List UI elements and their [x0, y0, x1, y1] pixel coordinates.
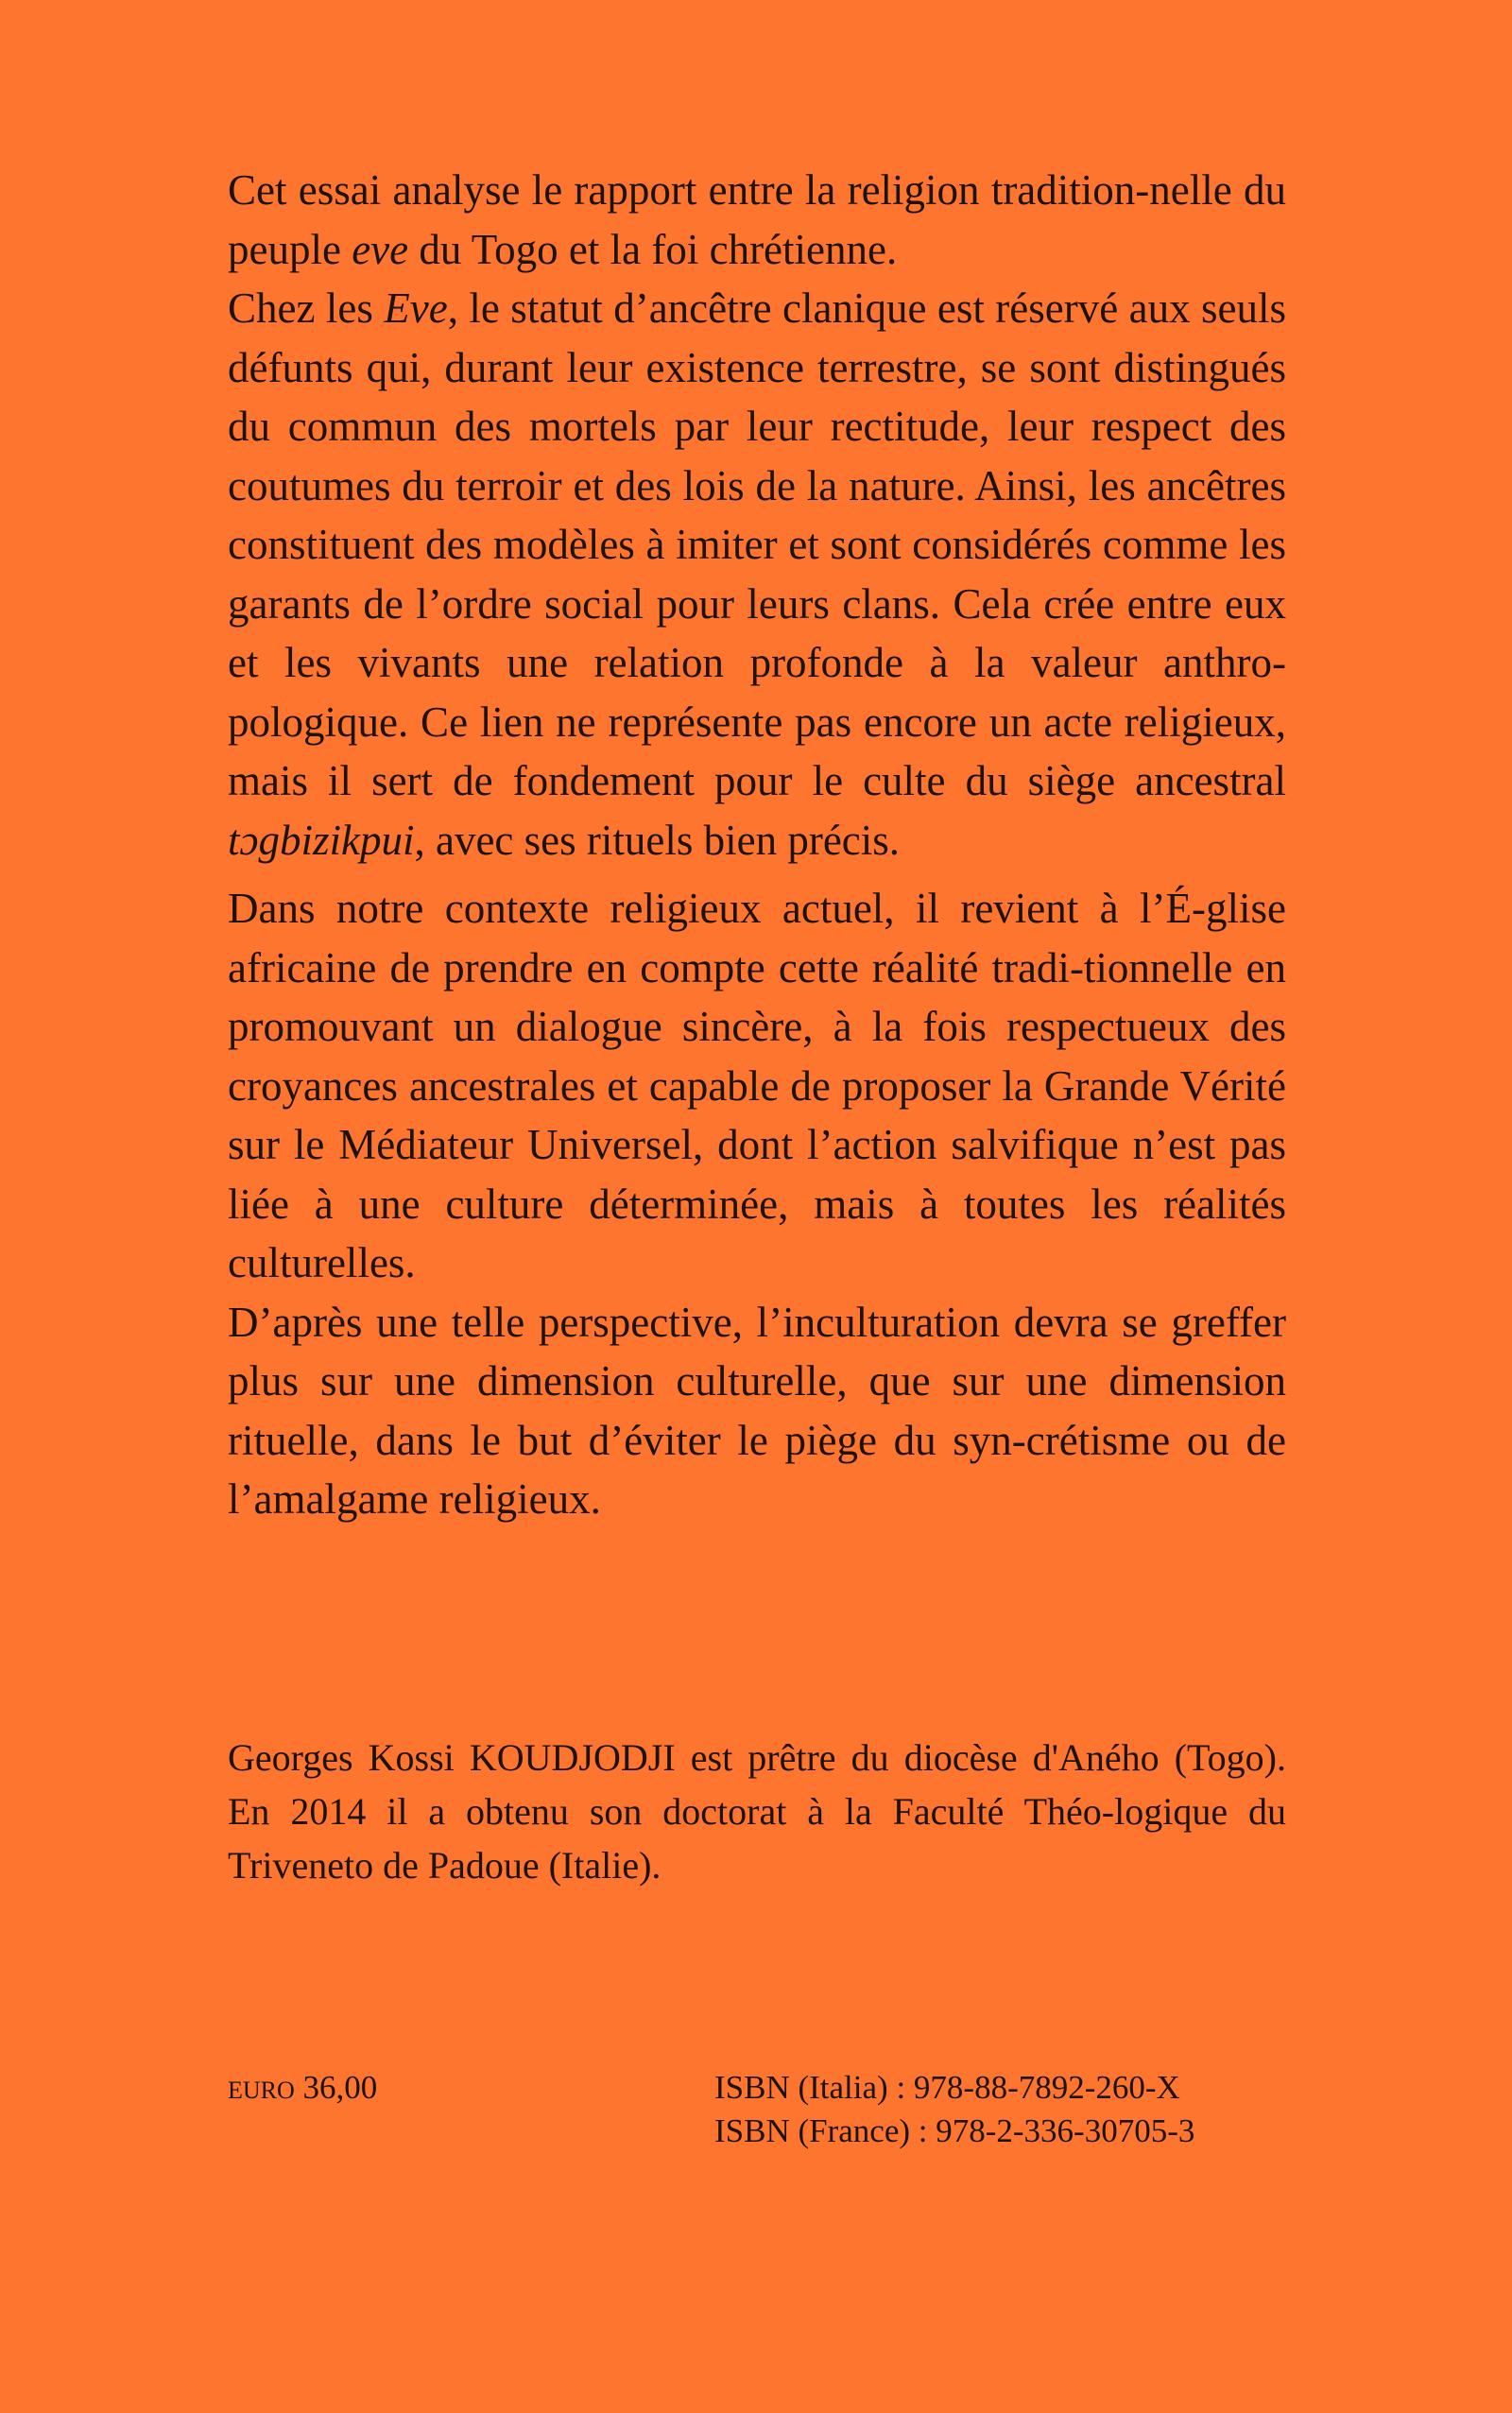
blurb-paragraph-4: D’après une telle perspective, l’inculturation devra se greffer plus sur une dimension culturelle, que sur une dimension rituelle, dans le but d’éviter le piège du syn-crétisme ou de l’amalgame religieux.	[228, 1298, 1286, 1523]
isbn-block	[714, 2066, 1194, 2153]
isbn-italia: ISBN (Italia) : 978-88-7892-260-X	[714, 2069, 1180, 2106]
price	[228, 2066, 377, 2112]
blurb-paragraph-2: Chez les Eve, le statut d’ancêtre clanique est réservé aux seuls défunts qui, durant leur existence terrestre, se sont distingués du commun des mortels par leur rectitude, leur respect des coutumes du terroir et des lois de la nature. Ainsi, les ancêtres constituent des modèles à imiter et sont considérés comme les garants de l’ordre social pour leurs clans. Cela crée entre eux et les vivants une relation profonde à la valeur anthro-pologique. Ce lien ne représente pas encore un acte religieux, mais il sert de fondement pour le culte du siège ancestral tɔgbizikpui, avec ses rituels bien précis.	[228, 284, 1286, 864]
italic-term-eve: eve	[352, 225, 409, 273]
isbn-france: ISBN (France) : 978-2-336-30705-3	[714, 2112, 1195, 2149]
blurb-paragraph-3: Dans notre contexte religieux actuel, il revient à l’É-glise africaine de prendre en compte cette réalité tradi-tionnelle en promouvant un dialogue sincère, à la fois respectueux des croyances ancestrales et capable de proposer la Grande Vérité sur le Médiateur Universel, dont l’action salvifique n’est pas liée à une culture déterminée, mais à toutes les réalités culturelles.	[228, 885, 1286, 1286]
blurb-paragraph-1: Cet essai analyse le rapport entre la religion tradition-nelle du peuple eve du Togo et la foi chrétienne.	[228, 166, 1286, 273]
price-amount: 36,00	[302, 2069, 378, 2106]
price-currency: EURO	[228, 2077, 295, 2104]
author-bio: Georges Kossi KOUDJODJI est prêtre du diocèse d'Aného (Togo). En 2014 il a obtenu son doctorat à la Faculté Théo-logique du Triveneto de Padoue (Italie).	[228, 1736, 1286, 1887]
italic-term-togbizikpui: tɔgbizikpui	[228, 816, 415, 864]
italic-term-eve-capital: Eve	[384, 284, 448, 332]
blurb-text	[228, 161, 1286, 1529]
